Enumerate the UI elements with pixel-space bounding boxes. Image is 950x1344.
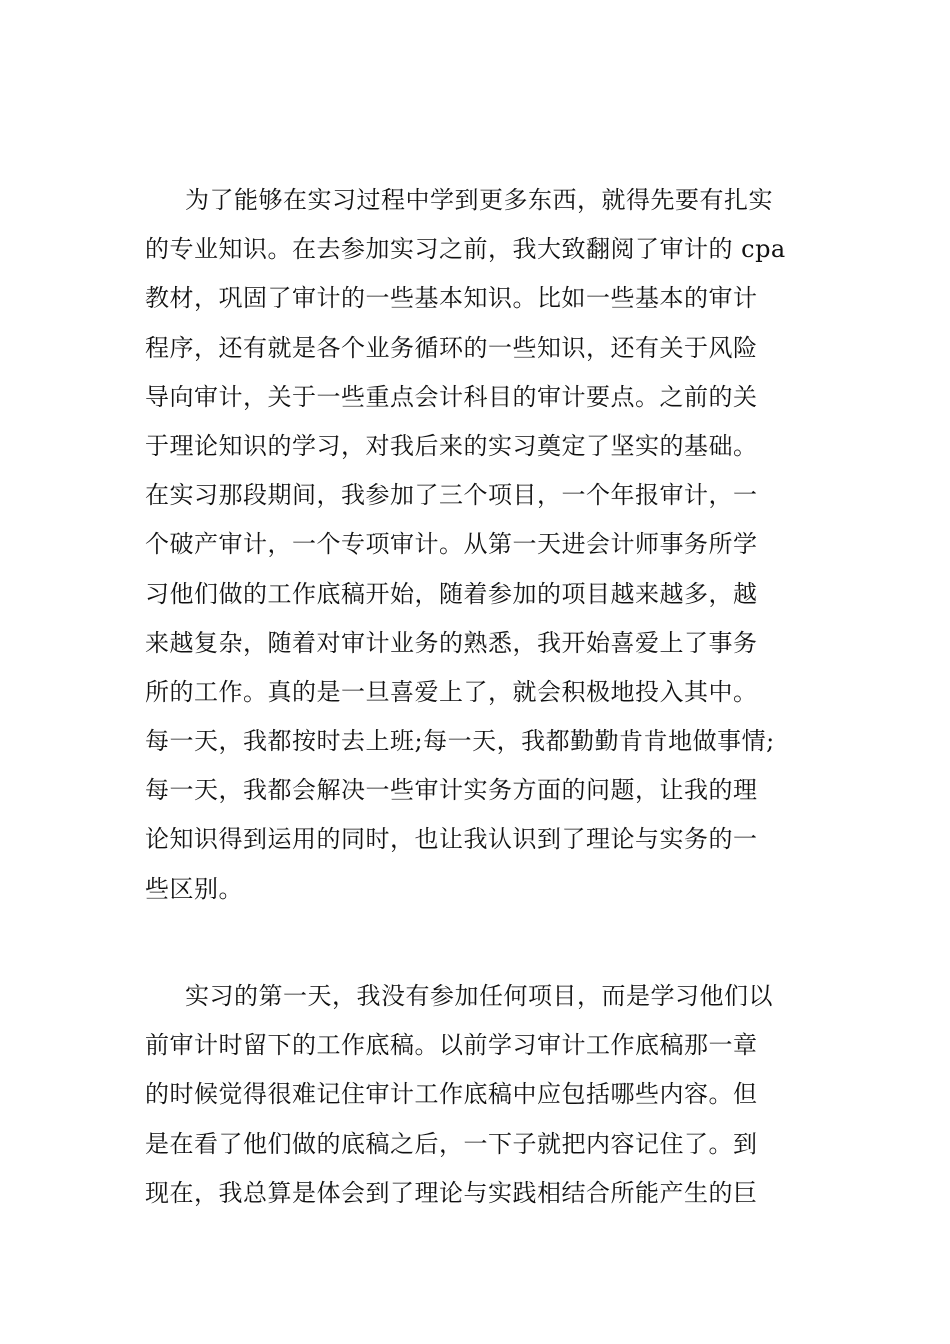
- paragraph-line: 的时候觉得很难记住审计工作底稿中应包括哪些内容。但: [145, 1080, 758, 1109]
- paragraph-line: 导向审计，关于一些重点会计科目的审计要点。之前的关: [145, 382, 758, 411]
- paragraph-line: 前审计时留下的工作底稿。以前学习审计工作底稿那一章: [145, 1031, 758, 1060]
- paragraph-line: 个破产审计，一个专项审计。从第一天进会计师事务所学: [145, 530, 758, 559]
- paragraph-line: 的专业知识。在去参加实习之前，我大致翻阅了审计的 cpa: [145, 235, 786, 264]
- paragraph-line: 来越复杂，随着对审计业务的熟悉，我开始喜爱上了事务: [145, 628, 758, 657]
- paragraph-1: [145, 176, 825, 914]
- paragraph-line: 是在看了他们做的底稿之后，一下子就把内容记住了。到: [145, 1129, 758, 1158]
- paragraph-line: 些区别。: [145, 874, 243, 903]
- paragraph-line: 实习的第一天，我没有参加任何项目，而是学习他们以: [185, 982, 773, 1010]
- paragraph-2: [145, 972, 825, 1218]
- paragraph-line: 习他们做的工作底稿开始，随着参加的项目越来越多，越: [145, 579, 758, 608]
- paragraph-line: 为了能够在实习过程中学到更多东西，就得先要有扎实: [185, 186, 773, 214]
- paragraph-line: 现在，我总算是体会到了理论与实践相结合所能产生的巨: [145, 1178, 758, 1207]
- paragraph-line: 教材，巩固了审计的一些基本知识。比如一些基本的审计: [145, 284, 758, 313]
- paragraph-line: 每一天，我都会解决一些审计实务方面的问题，让我的理: [145, 776, 758, 805]
- paragraph-line: 所的工作。真的是一旦喜爱上了，就会积极地投入其中。: [145, 677, 758, 706]
- paragraph-line: 论知识得到运用的同时，也让我认识到了理论与实务的一: [145, 825, 758, 854]
- paragraph-line: 于理论知识的学习，对我后来的实习奠定了坚实的基础。: [145, 431, 758, 460]
- paragraph-line: 每一天，我都按时去上班;每一天，我都勤勤肯肯地做事情;: [145, 727, 775, 756]
- paragraph-line: 程序，还有就是各个业务循环的一些知识，还有关于风险: [145, 333, 758, 362]
- paragraph-line: 在实习那段期间，我参加了三个项目，一个年报审计，一: [145, 481, 758, 510]
